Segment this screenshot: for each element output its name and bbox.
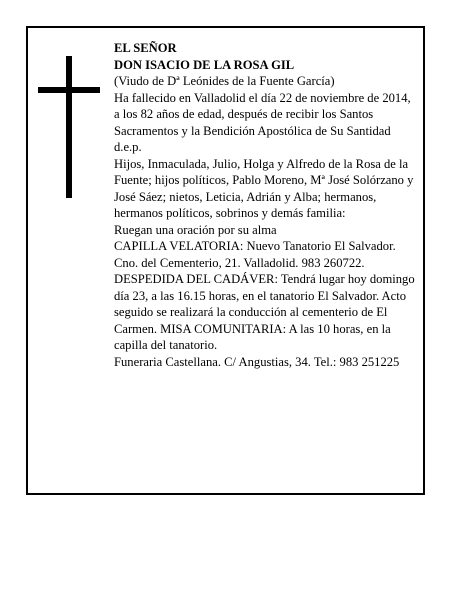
latin-cross-icon xyxy=(38,56,100,198)
obituary-notice xyxy=(26,26,425,495)
farewell-info: DESPEDIDA DEL CADÁVER: Tendrá lugar hoy domingo día 23, a las 16.15 horas, en el tanatorio El Salvador. Acto seguido se realizará la conducción al cementerio de El Carmen. MISA COMUNITARIA: A las 10 horas, en la capilla del tanatorio. xyxy=(114,272,415,352)
death-statement: Ha fallecido en Valladolid el día 22 de noviembre de 2014, a los 82 años de edad, después de recibir los Santos Sacramentos y la Bendición Apostólica de Su Santidad xyxy=(114,90,411,138)
widower-of: (Viudo de Dª Leónides de la Fuente García) xyxy=(114,74,335,88)
relatives-list: Hijos, Inmaculada, Julio, Holga y Alfredo de la Rosa de la Fuente; hijos políticos, Pablo Moreno, Mª José Solórzano y José Sáez; nietos, Leticia, Adrián y Alba; hermanos, hermanos políticos, sobrinos y demás familia: xyxy=(114,156,414,220)
notice-text xyxy=(114,40,416,370)
prayer-request: Ruegan una oración por su alma xyxy=(114,222,277,237)
cross-horizontal-bar xyxy=(38,87,100,93)
rip-abbreviation: d.e.p. xyxy=(114,140,142,154)
cross-vertical-bar xyxy=(66,56,72,198)
deceased-name: DON ISACIO DE LA ROSA GIL xyxy=(114,57,295,72)
honorific: EL SEÑOR xyxy=(114,41,177,55)
funeral-home-info: Funeraria Castellana. C/ Angustias, 34. Tel.: 983 251225 xyxy=(114,354,400,369)
chapel-info: CAPILLA VELATORIA: Nuevo Tanatorio El Salvador. Cno. del Cementerio, 21. Valladolid. 983 260722. xyxy=(114,239,396,270)
